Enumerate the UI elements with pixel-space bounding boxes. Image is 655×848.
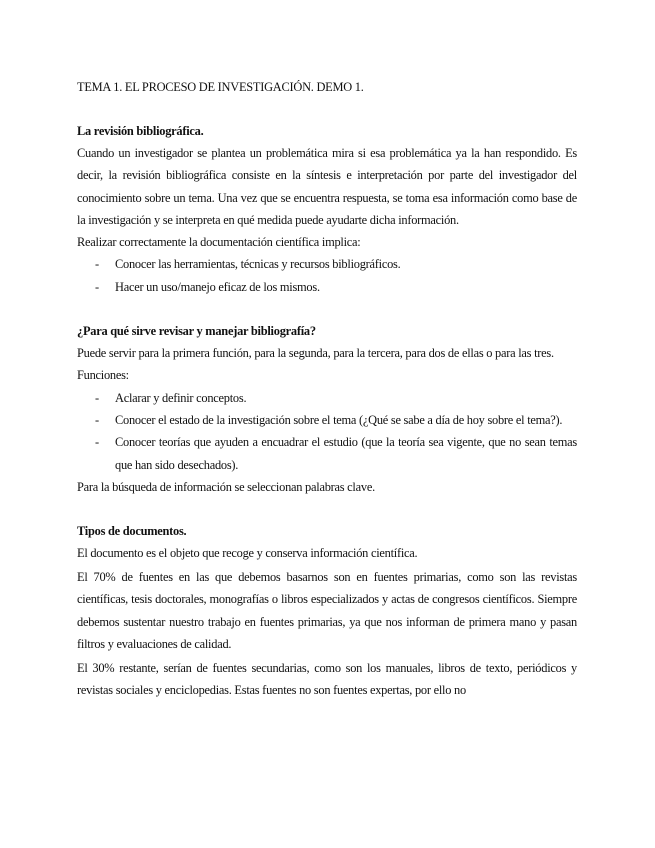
paragraph: Funciones: bbox=[77, 368, 129, 383]
list-item bbox=[77, 409, 577, 431]
section-revision bbox=[77, 120, 577, 298]
list-item-text: Conocer el estado de la investigación sobre el tema (¿Qué se sabe a día de hoy sobre el tema?). bbox=[115, 412, 563, 427]
list-item bbox=[77, 387, 577, 409]
list-item-text: Conocer teorías que ayuden a encuadrar el estudio (que la teoría sea vigente, que no sean temas que han sido desechados). bbox=[115, 435, 577, 472]
list-item bbox=[77, 253, 577, 275]
bullet-dash: - bbox=[95, 435, 99, 450]
section-heading: Tipos de documentos. bbox=[77, 524, 187, 539]
bullet-dash: - bbox=[95, 257, 99, 272]
section-purpose bbox=[77, 320, 577, 498]
list-item-text: Aclarar y definir conceptos. bbox=[115, 390, 247, 405]
section-heading: La revisión bibliográfica. bbox=[77, 124, 204, 138]
section-types bbox=[77, 520, 577, 701]
paragraph: Para la búsqueda de información se seleccionan palabras clave. bbox=[77, 479, 375, 494]
bullet-dash: - bbox=[95, 412, 99, 427]
bullet-list bbox=[77, 387, 577, 476]
paragraph: Puede servir para la primera función, para la segunda, para la tercera, para dos de ellas o para las tres. bbox=[77, 346, 554, 361]
bullet-list bbox=[77, 253, 577, 298]
paragraph: Cuando un investigador se plantea un problemática mira si esa problemática ya la han respondido. Es decir, la revisión bibliográfica consiste en la síntesis e interpretación por parte del investigador del conocimiento sobre un tema. Una vez que se encuentra respuesta, se toma esa información como base de la investigación y se interpreta en qué medida puede ayudarte dicha información. bbox=[77, 146, 577, 227]
paragraph: El 30% restante, serían de fuentes secundarias, como son los manuales, libros de texto, periódicos y revistas sociales y enciclopedias. Estas fuentes no son fuentes expertas, por ello no bbox=[77, 660, 577, 697]
section-heading: ¿Para qué sirve revisar y manejar bibliografía? bbox=[77, 324, 316, 339]
list-item-text: Hacer un uso/manejo eficaz de los mismos. bbox=[115, 279, 320, 294]
list-item-text: Conocer las herramientas, técnicas y recursos bibliográficos. bbox=[115, 257, 401, 272]
paragraph: Realizar correctamente la documentación científica implica: bbox=[77, 235, 361, 250]
document-body bbox=[77, 76, 577, 701]
list-item bbox=[77, 276, 577, 298]
paragraph: El documento es el objeto que recoge y conserva información científica. bbox=[77, 546, 418, 561]
list-item bbox=[77, 431, 577, 476]
paragraph: El 70% de fuentes en las que debemos basarnos son en fuentes primarias, como son las revistas científicas, tesis doctorales, monografías o libros especializados y actas de congresos científicos. Siempre debemos sustentar nuestro trabajo en fuentes primarias, ya que nos informan de primera mano y pasan filtros y evaluaciones de calidad. bbox=[77, 569, 577, 651]
document-title: TEMA 1. EL PROCESO DE INVESTIGACIÓN. DEMO 1. bbox=[77, 80, 364, 94]
bullet-dash: - bbox=[95, 279, 99, 294]
bullet-dash: - bbox=[95, 390, 99, 405]
